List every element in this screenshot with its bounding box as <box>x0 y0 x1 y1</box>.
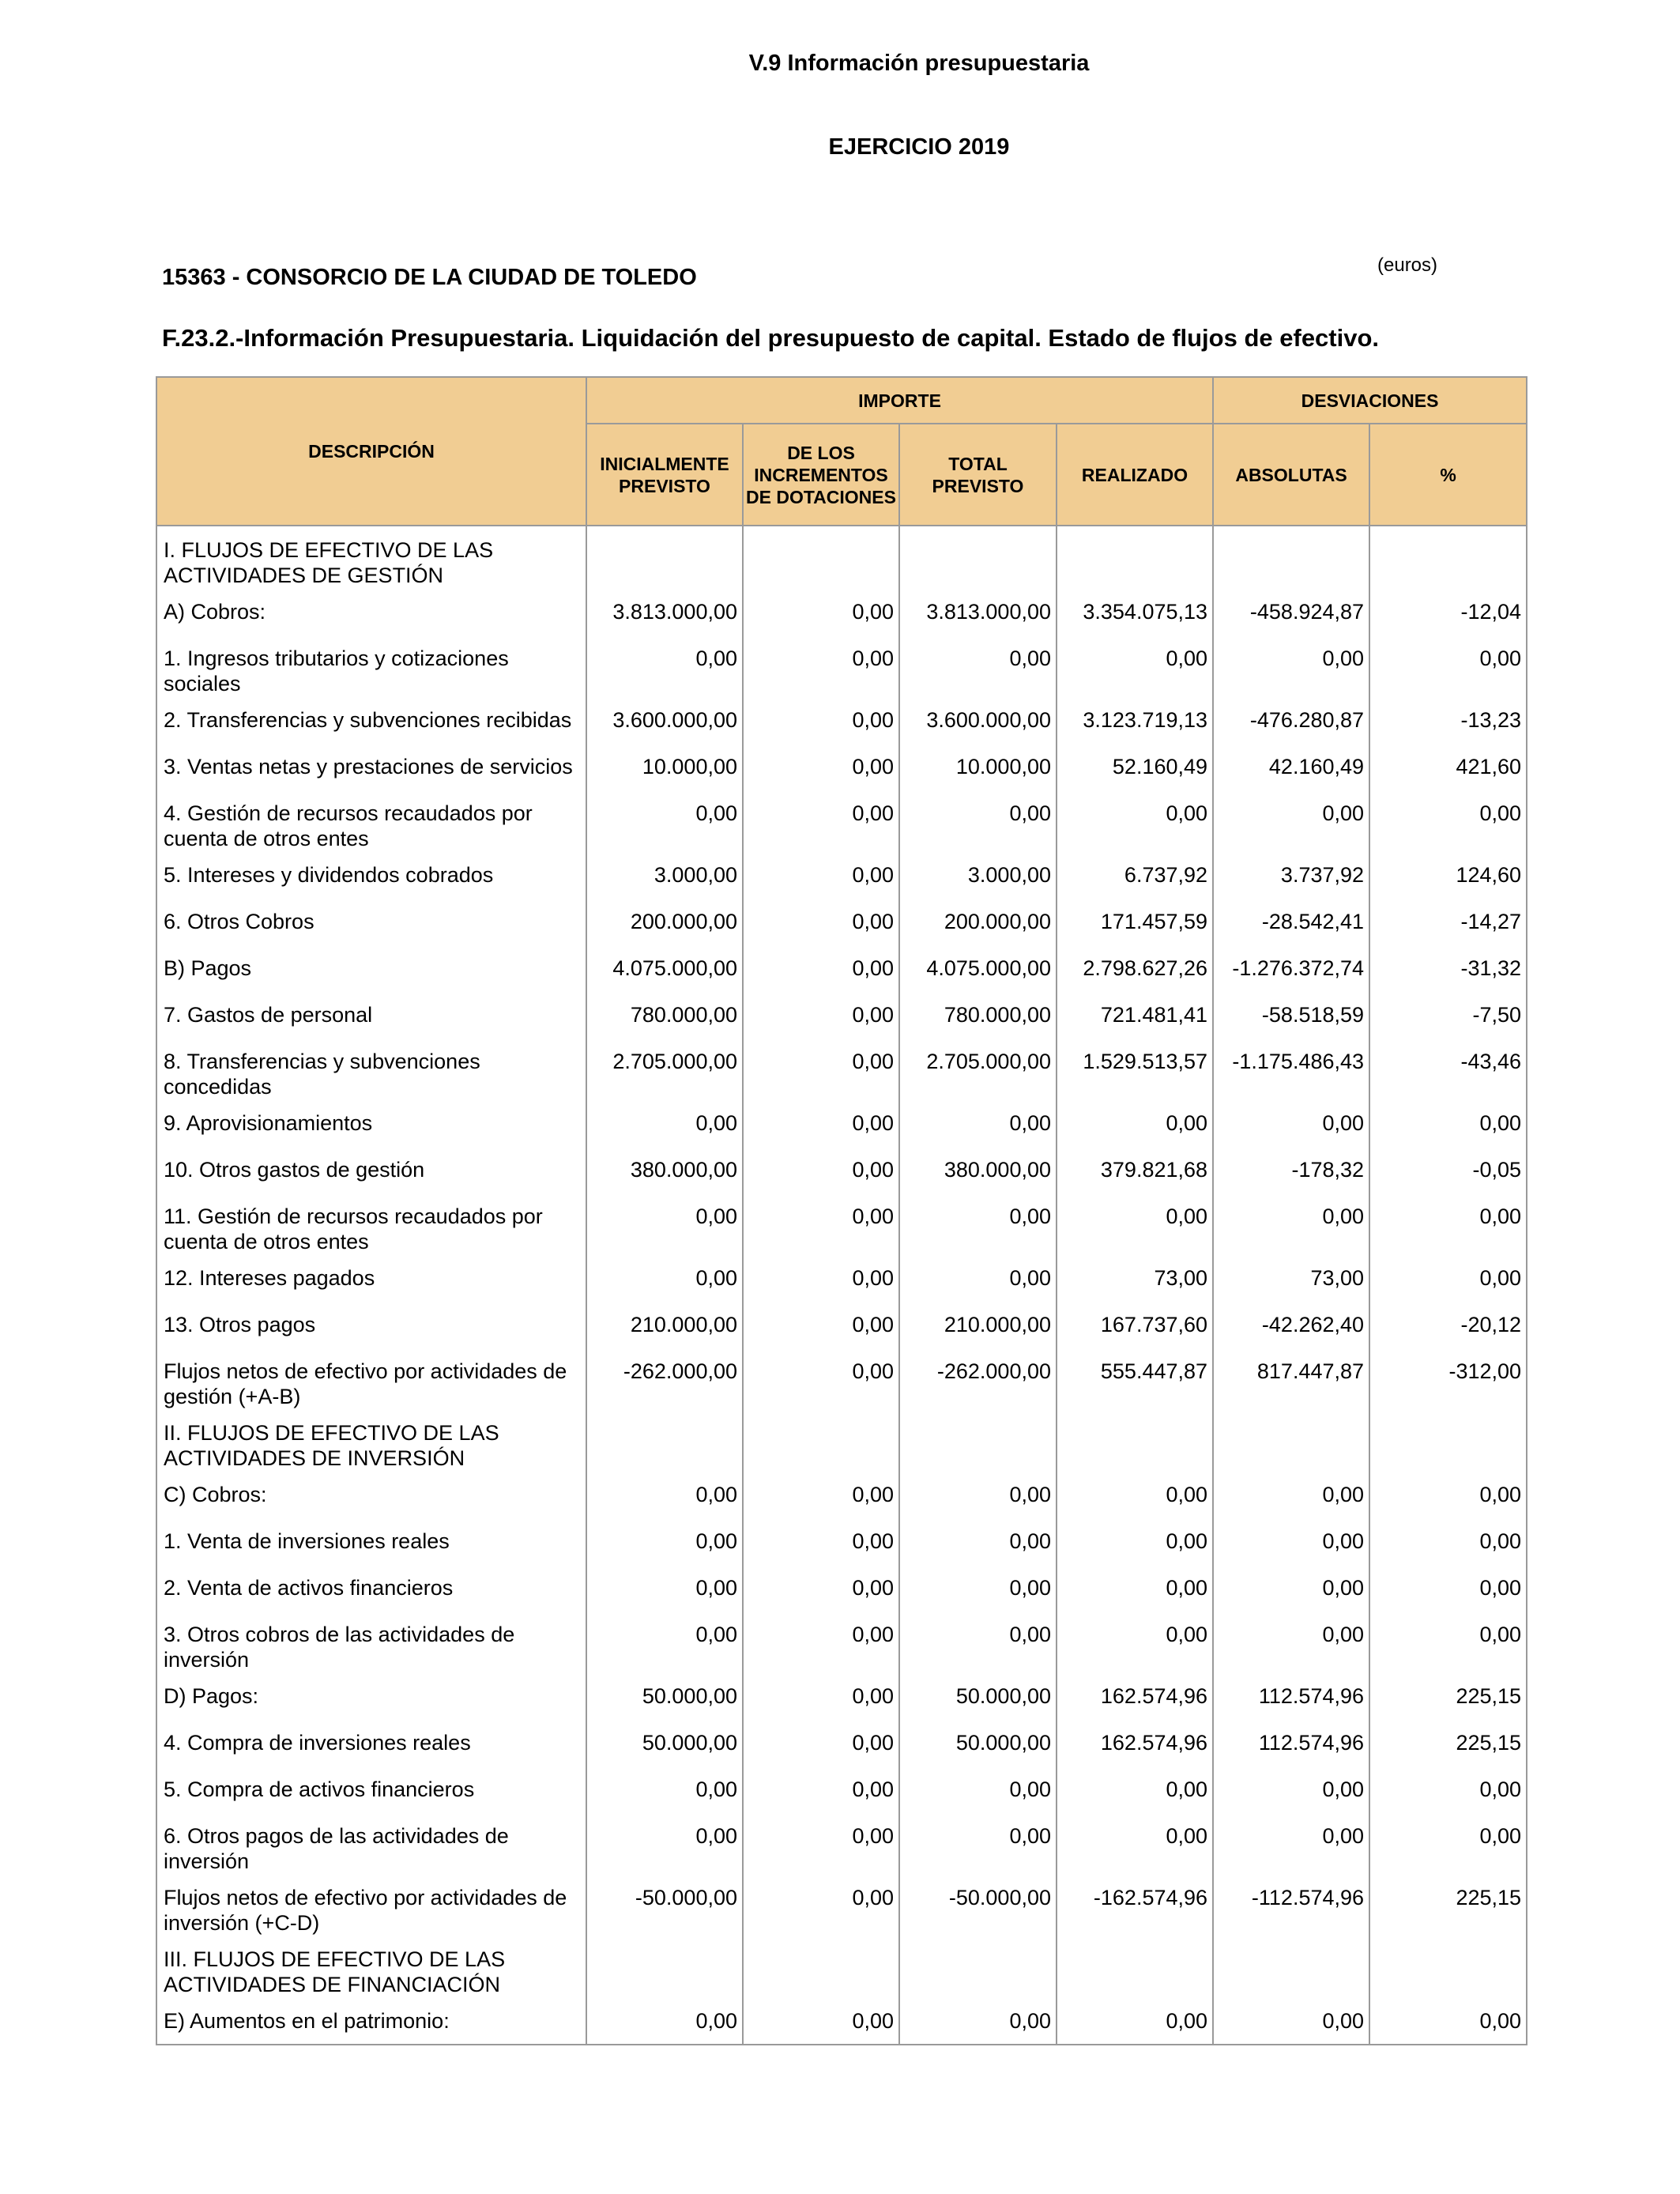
header-descripcion: DESCRIPCIÓN <box>156 377 586 526</box>
table-row <box>156 1564 1527 1611</box>
cell-realizado: 1.529.513,57 <box>1057 1038 1213 1099</box>
cell-realizado: 0,00 <box>1057 1564 1213 1611</box>
cell-total-previsto <box>899 1936 1057 1997</box>
row-description: 13. Otros pagos <box>156 1301 586 1348</box>
cell-absolutas: -178,32 <box>1213 1146 1369 1193</box>
cell-porcentaje: 0,00 <box>1369 1471 1527 1517</box>
cell-absolutas: 0,00 <box>1213 1564 1369 1611</box>
cell-total-previsto: 2.705.000,00 <box>899 1038 1057 1099</box>
cell-absolutas: 817.447,87 <box>1213 1348 1369 1409</box>
table-row <box>156 1874 1527 1936</box>
cell-inicialmente-previsto: 3.600.000,00 <box>586 696 743 743</box>
cell-inicialmente-previsto: 0,00 <box>586 635 743 696</box>
table-row <box>156 1038 1527 1099</box>
row-description: 7. Gastos de personal <box>156 991 586 1038</box>
table-row <box>156 1611 1527 1672</box>
cell-total-previsto: 3.600.000,00 <box>899 696 1057 743</box>
table-row <box>156 588 1527 635</box>
report-title: F.23.2.-Información Presupuestaria. Liquidación del presupuesto de capital. Estado de flujos de efectivo. <box>162 324 1380 352</box>
cell-inicialmente-previsto <box>586 1936 743 1997</box>
exercise-title: EJERCICIO 2019 <box>828 134 1010 160</box>
cell-inicialmente-previsto: 3.813.000,00 <box>586 588 743 635</box>
cell-realizado: 721.481,41 <box>1057 991 1213 1038</box>
cell-porcentaje <box>1369 526 1527 588</box>
table-row <box>156 526 1527 588</box>
cell-absolutas: 0,00 <box>1213 1766 1369 1812</box>
table-body <box>156 526 1527 2045</box>
table-row <box>156 898 1527 944</box>
cell-absolutas: 0,00 <box>1213 1611 1369 1672</box>
cell-incrementos: 0,00 <box>743 1564 899 1611</box>
cell-realizado: 3.123.719,13 <box>1057 696 1213 743</box>
cell-incrementos: 0,00 <box>743 851 899 898</box>
row-description: Flujos netos de efectivo por actividades de inversión (+C-D) <box>156 1874 586 1936</box>
cell-absolutas: 112.574,96 <box>1213 1719 1369 1766</box>
table-row <box>156 696 1527 743</box>
cell-total-previsto: 0,00 <box>899 1254 1057 1301</box>
cell-absolutas: -58.518,59 <box>1213 991 1369 1038</box>
cell-absolutas: -1.276.372,74 <box>1213 944 1369 991</box>
cell-incrementos: 0,00 <box>743 1146 899 1193</box>
table-row <box>156 851 1527 898</box>
cell-realizado: 171.457,59 <box>1057 898 1213 944</box>
cell-porcentaje: 225,15 <box>1369 1874 1527 1936</box>
header-total-previsto: TOTAL PREVISTO <box>899 424 1057 526</box>
cell-incrementos: 0,00 <box>743 1193 899 1254</box>
cell-incrementos: 0,00 <box>743 1874 899 1936</box>
table-row <box>156 743 1527 790</box>
cell-absolutas: 3.737,92 <box>1213 851 1369 898</box>
table-row <box>156 1254 1527 1301</box>
table-row <box>156 635 1527 696</box>
cell-porcentaje: 0,00 <box>1369 1766 1527 1812</box>
row-description: D) Pagos: <box>156 1672 586 1719</box>
cell-total-previsto: 50.000,00 <box>899 1672 1057 1719</box>
cell-porcentaje: -43,46 <box>1369 1038 1527 1099</box>
cell-incrementos: 0,00 <box>743 1517 899 1564</box>
cell-total-previsto: 780.000,00 <box>899 991 1057 1038</box>
cell-porcentaje: 0,00 <box>1369 1254 1527 1301</box>
cell-porcentaje: -312,00 <box>1369 1348 1527 1409</box>
table-row <box>156 991 1527 1038</box>
row-description: 4. Gestión de recursos recaudados por cuenta de otros entes <box>156 790 586 851</box>
table-row <box>156 1766 1527 1812</box>
cell-incrementos: 0,00 <box>743 944 899 991</box>
row-description: II. FLUJOS DE EFECTIVO DE LAS ACTIVIDADES DE INVERSIÓN <box>156 1409 586 1471</box>
row-description: 6. Otros pagos de las actividades de inversión <box>156 1812 586 1874</box>
cell-absolutas: -458.924,87 <box>1213 588 1369 635</box>
cell-inicialmente-previsto: 210.000,00 <box>586 1301 743 1348</box>
cell-incrementos <box>743 1409 899 1471</box>
cell-inicialmente-previsto: 0,00 <box>586 1193 743 1254</box>
cell-realizado <box>1057 526 1213 588</box>
table-row <box>156 1348 1527 1409</box>
cell-total-previsto: 0,00 <box>899 1997 1057 2045</box>
cell-total-previsto <box>899 526 1057 588</box>
cell-total-previsto: 0,00 <box>899 1812 1057 1874</box>
cell-total-previsto: 380.000,00 <box>899 1146 1057 1193</box>
cell-realizado: 167.737,60 <box>1057 1301 1213 1348</box>
cell-incrementos: 0,00 <box>743 1766 899 1812</box>
cell-inicialmente-previsto: 0,00 <box>586 1099 743 1146</box>
cell-total-previsto: 0,00 <box>899 1517 1057 1564</box>
table-row <box>156 1997 1527 2045</box>
table-row <box>156 790 1527 851</box>
cell-total-previsto <box>899 1409 1057 1471</box>
cell-porcentaje: -0,05 <box>1369 1146 1527 1193</box>
cell-incrementos: 0,00 <box>743 1471 899 1517</box>
cell-inicialmente-previsto: -262.000,00 <box>586 1348 743 1409</box>
cell-absolutas: 0,00 <box>1213 1099 1369 1146</box>
row-description: Flujos netos de efectivo por actividades de gestión (+A-B) <box>156 1348 586 1409</box>
cell-porcentaje: 0,00 <box>1369 1517 1527 1564</box>
cell-realizado: -162.574,96 <box>1057 1874 1213 1936</box>
table-row <box>156 944 1527 991</box>
row-description: B) Pagos <box>156 944 586 991</box>
cell-incrementos: 0,00 <box>743 1348 899 1409</box>
cell-absolutas: -476.280,87 <box>1213 696 1369 743</box>
units-label: (euros) <box>1377 254 1438 276</box>
table-row <box>156 1146 1527 1193</box>
table-row <box>156 1409 1527 1471</box>
cell-total-previsto: 3.813.000,00 <box>899 588 1057 635</box>
cell-porcentaje: -13,23 <box>1369 696 1527 743</box>
row-description: 2. Venta de activos financieros <box>156 1564 586 1611</box>
row-description: E) Aumentos en el patrimonio: <box>156 1997 586 2045</box>
cell-absolutas: -1.175.486,43 <box>1213 1038 1369 1099</box>
row-description: 4. Compra de inversiones reales <box>156 1719 586 1766</box>
cell-absolutas: 0,00 <box>1213 1812 1369 1874</box>
cell-porcentaje: 0,00 <box>1369 1564 1527 1611</box>
row-description: A) Cobros: <box>156 588 586 635</box>
cell-inicialmente-previsto: 0,00 <box>586 1517 743 1564</box>
cell-realizado: 0,00 <box>1057 1997 1213 2045</box>
cell-realizado: 0,00 <box>1057 1193 1213 1254</box>
row-description: 10. Otros gastos de gestión <box>156 1146 586 1193</box>
cell-realizado: 555.447,87 <box>1057 1348 1213 1409</box>
cell-total-previsto: 0,00 <box>899 790 1057 851</box>
cell-absolutas <box>1213 1936 1369 1997</box>
table-row <box>156 1471 1527 1517</box>
cell-total-previsto: 0,00 <box>899 1611 1057 1672</box>
cell-absolutas: 0,00 <box>1213 1193 1369 1254</box>
cell-absolutas: -28.542,41 <box>1213 898 1369 944</box>
cell-porcentaje: 421,60 <box>1369 743 1527 790</box>
cash-flow-table <box>156 376 1527 2045</box>
cell-inicialmente-previsto: 0,00 <box>586 1997 743 2045</box>
cell-incrementos: 0,00 <box>743 635 899 696</box>
cell-realizado: 379.821,68 <box>1057 1146 1213 1193</box>
row-description: 3. Otros cobros de las actividades de inversión <box>156 1611 586 1672</box>
cell-porcentaje: -14,27 <box>1369 898 1527 944</box>
cell-inicialmente-previsto: 0,00 <box>586 1812 743 1874</box>
row-description: 6. Otros Cobros <box>156 898 586 944</box>
row-description: 5. Intereses y dividendos cobrados <box>156 851 586 898</box>
cell-total-previsto: 200.000,00 <box>899 898 1057 944</box>
cell-realizado <box>1057 1936 1213 1997</box>
cell-porcentaje: 0,00 <box>1369 790 1527 851</box>
cell-incrementos: 0,00 <box>743 790 899 851</box>
cell-realizado: 0,00 <box>1057 1812 1213 1874</box>
cell-total-previsto: 3.000,00 <box>899 851 1057 898</box>
cell-inicialmente-previsto: -50.000,00 <box>586 1874 743 1936</box>
cell-absolutas: 0,00 <box>1213 1517 1369 1564</box>
row-description: 2. Transferencias y subvenciones recibidas <box>156 696 586 743</box>
cell-realizado: 0,00 <box>1057 1611 1213 1672</box>
row-description: 11. Gestión de recursos recaudados por cuenta de otros entes <box>156 1193 586 1254</box>
cell-absolutas <box>1213 526 1369 588</box>
cell-porcentaje: 0,00 <box>1369 635 1527 696</box>
cell-inicialmente-previsto <box>586 526 743 588</box>
cell-inicialmente-previsto: 0,00 <box>586 790 743 851</box>
cell-incrementos: 0,00 <box>743 1997 899 2045</box>
cell-total-previsto: 0,00 <box>899 1099 1057 1146</box>
cell-porcentaje: 0,00 <box>1369 1812 1527 1874</box>
cell-realizado: 2.798.627,26 <box>1057 944 1213 991</box>
row-description: 8. Transferencias y subvenciones concedidas <box>156 1038 586 1099</box>
cell-realizado: 73,00 <box>1057 1254 1213 1301</box>
cell-inicialmente-previsto: 200.000,00 <box>586 898 743 944</box>
row-description: 3. Ventas netas y prestaciones de servicios <box>156 743 586 790</box>
entity-title: 15363 - CONSORCIO DE LA CIUDAD DE TOLEDO <box>162 265 697 290</box>
cell-incrementos: 0,00 <box>743 1611 899 1672</box>
cell-incrementos: 0,00 <box>743 898 899 944</box>
header-absolutas: ABSOLUTAS <box>1213 424 1369 526</box>
cell-incrementos <box>743 526 899 588</box>
header-incrementos: DE LOS INCREMENTOS DE DOTACIONES <box>743 424 899 526</box>
cell-absolutas: 0,00 <box>1213 635 1369 696</box>
cell-total-previsto: 50.000,00 <box>899 1719 1057 1766</box>
cell-realizado: 0,00 <box>1057 1766 1213 1812</box>
cell-realizado <box>1057 1409 1213 1471</box>
cell-total-previsto: 10.000,00 <box>899 743 1057 790</box>
cell-realizado: 52.160,49 <box>1057 743 1213 790</box>
cell-realizado: 0,00 <box>1057 1517 1213 1564</box>
cell-inicialmente-previsto: 0,00 <box>586 1471 743 1517</box>
section-title: V.9 Información presupuestaria <box>748 51 1090 76</box>
header-porcentaje: % <box>1369 424 1527 526</box>
cell-porcentaje: 225,15 <box>1369 1672 1527 1719</box>
cell-realizado: 0,00 <box>1057 1471 1213 1517</box>
cell-inicialmente-previsto: 780.000,00 <box>586 991 743 1038</box>
cell-realizado: 162.574,96 <box>1057 1672 1213 1719</box>
cell-inicialmente-previsto: 0,00 <box>586 1564 743 1611</box>
cell-porcentaje: 124,60 <box>1369 851 1527 898</box>
row-description: III. FLUJOS DE EFECTIVO DE LAS ACTIVIDADES DE FINANCIACIÓN <box>156 1936 586 1997</box>
table-row <box>156 1517 1527 1564</box>
row-description: 9. Aprovisionamientos <box>156 1099 586 1146</box>
cell-absolutas: -112.574,96 <box>1213 1874 1369 1936</box>
cell-porcentaje: -31,32 <box>1369 944 1527 991</box>
cell-total-previsto: 0,00 <box>899 1564 1057 1611</box>
table-row <box>156 1812 1527 1874</box>
cell-absolutas: -42.262,40 <box>1213 1301 1369 1348</box>
cell-porcentaje: 0,00 <box>1369 1997 1527 2045</box>
cell-porcentaje: -7,50 <box>1369 991 1527 1038</box>
row-description: 1. Venta de inversiones reales <box>156 1517 586 1564</box>
cell-absolutas: 0,00 <box>1213 1471 1369 1517</box>
cell-inicialmente-previsto: 3.000,00 <box>586 851 743 898</box>
cell-incrementos: 0,00 <box>743 743 899 790</box>
cell-inicialmente-previsto: 10.000,00 <box>586 743 743 790</box>
row-description: 12. Intereses pagados <box>156 1254 586 1301</box>
cell-inicialmente-previsto: 0,00 <box>586 1254 743 1301</box>
cell-porcentaje: 0,00 <box>1369 1193 1527 1254</box>
cell-total-previsto: -50.000,00 <box>899 1874 1057 1936</box>
cell-total-previsto: 0,00 <box>899 1766 1057 1812</box>
table-row <box>156 1719 1527 1766</box>
cell-porcentaje: 0,00 <box>1369 1099 1527 1146</box>
cell-total-previsto: 210.000,00 <box>899 1301 1057 1348</box>
cell-porcentaje: -12,04 <box>1369 588 1527 635</box>
cell-realizado: 0,00 <box>1057 790 1213 851</box>
header-inicialmente-previsto: INICIALMENTE PREVISTO <box>586 424 743 526</box>
cell-porcentaje: -20,12 <box>1369 1301 1527 1348</box>
table-row <box>156 1672 1527 1719</box>
cell-incrementos: 0,00 <box>743 1719 899 1766</box>
table-row <box>156 1193 1527 1254</box>
cell-incrementos: 0,00 <box>743 1301 899 1348</box>
cell-incrementos <box>743 1936 899 1997</box>
cell-incrementos: 0,00 <box>743 696 899 743</box>
cell-incrementos: 0,00 <box>743 1099 899 1146</box>
cell-absolutas: 73,00 <box>1213 1254 1369 1301</box>
header-importe: IMPORTE <box>586 377 1213 424</box>
cell-realizado: 162.574,96 <box>1057 1719 1213 1766</box>
cell-realizado: 0,00 <box>1057 1099 1213 1146</box>
cell-absolutas: 0,00 <box>1213 790 1369 851</box>
cell-absolutas <box>1213 1409 1369 1471</box>
table-row <box>156 1936 1527 1997</box>
cell-total-previsto: 0,00 <box>899 1471 1057 1517</box>
cell-incrementos: 0,00 <box>743 1254 899 1301</box>
cell-total-previsto: 0,00 <box>899 1193 1057 1254</box>
table-header-row <box>156 377 1527 424</box>
cell-inicialmente-previsto <box>586 1409 743 1471</box>
table-row <box>156 1301 1527 1348</box>
cell-realizado: 6.737,92 <box>1057 851 1213 898</box>
cell-realizado: 0,00 <box>1057 635 1213 696</box>
row-description: 5. Compra de activos financieros <box>156 1766 586 1812</box>
row-description: C) Cobros: <box>156 1471 586 1517</box>
cell-total-previsto: -262.000,00 <box>899 1348 1057 1409</box>
cell-porcentaje: 0,00 <box>1369 1611 1527 1672</box>
cell-absolutas: 112.574,96 <box>1213 1672 1369 1719</box>
cell-inicialmente-previsto: 4.075.000,00 <box>586 944 743 991</box>
cell-absolutas: 42.160,49 <box>1213 743 1369 790</box>
cell-incrementos: 0,00 <box>743 991 899 1038</box>
row-description: I. FLUJOS DE EFECTIVO DE LAS ACTIVIDADES DE GESTIÓN <box>156 526 586 588</box>
cell-incrementos: 0,00 <box>743 588 899 635</box>
cell-inicialmente-previsto: 2.705.000,00 <box>586 1038 743 1099</box>
cell-inicialmente-previsto: 0,00 <box>586 1766 743 1812</box>
cell-absolutas: 0,00 <box>1213 1997 1369 2045</box>
header-desviaciones: DESVIACIONES <box>1213 377 1527 424</box>
cell-inicialmente-previsto: 50.000,00 <box>586 1672 743 1719</box>
cell-realizado: 3.354.075,13 <box>1057 588 1213 635</box>
cell-incrementos: 0,00 <box>743 1038 899 1099</box>
table-row <box>156 1099 1527 1146</box>
cell-porcentaje: 225,15 <box>1369 1719 1527 1766</box>
cell-incrementos: 0,00 <box>743 1812 899 1874</box>
header-realizado: REALIZADO <box>1057 424 1213 526</box>
cell-porcentaje <box>1369 1409 1527 1471</box>
cell-inicialmente-previsto: 0,00 <box>586 1611 743 1672</box>
cell-total-previsto: 0,00 <box>899 635 1057 696</box>
row-description: 1. Ingresos tributarios y cotizaciones sociales <box>156 635 586 696</box>
cell-inicialmente-previsto: 380.000,00 <box>586 1146 743 1193</box>
cell-inicialmente-previsto: 50.000,00 <box>586 1719 743 1766</box>
cell-incrementos: 0,00 <box>743 1672 899 1719</box>
cell-porcentaje <box>1369 1936 1527 1997</box>
cell-total-previsto: 4.075.000,00 <box>899 944 1057 991</box>
